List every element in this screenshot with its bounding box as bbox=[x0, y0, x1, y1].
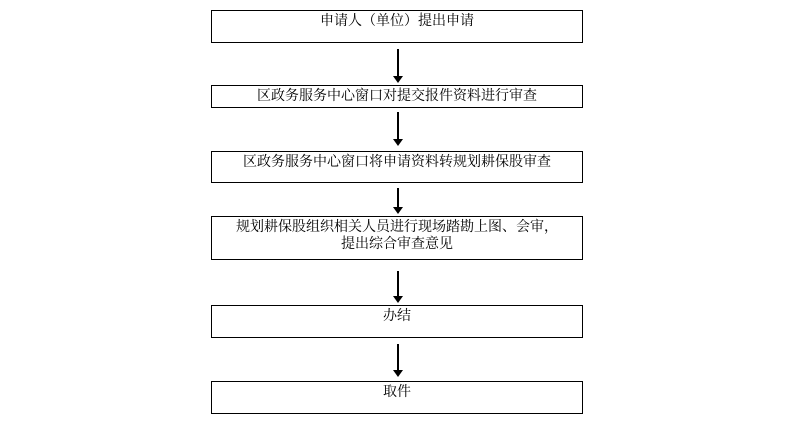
arrow-shaft bbox=[397, 49, 399, 76]
flow-node-applicant-submits bbox=[211, 10, 583, 43]
flow-node-complete bbox=[211, 305, 583, 338]
flow-node-transfer-to-planning-section-label: 区政务服务中心窗口将申请资料转规划耕保股审查 bbox=[243, 154, 551, 170]
arrow-shaft bbox=[397, 112, 399, 139]
flow-node-transfer-to-planning-section bbox=[211, 151, 583, 183]
arrow-shaft bbox=[397, 271, 399, 296]
arrow-down-icon bbox=[393, 207, 403, 214]
flow-arrow-2 bbox=[392, 112, 403, 146]
flow-node-pickup-label: 取件 bbox=[383, 384, 411, 400]
flow-node-complete-label: 办结 bbox=[383, 308, 411, 324]
flow-arrow-3 bbox=[392, 188, 403, 214]
flow-node-site-survey-joint-review-label-line2: 提出综合审查意见 bbox=[341, 236, 453, 252]
arrow-down-icon bbox=[393, 296, 403, 303]
arrow-down-icon bbox=[393, 370, 403, 377]
flow-arrow-4 bbox=[392, 271, 403, 303]
flow-node-site-survey-joint-review-label-line1: 规划耕保股组织相关人员进行现场踏勘上图、会审， bbox=[236, 219, 558, 235]
arrow-shaft bbox=[397, 188, 399, 207]
arrow-shaft bbox=[397, 344, 399, 370]
arrow-down-icon bbox=[393, 139, 403, 146]
flow-node-applicant-submits-label: 申请人（单位）提出申请 bbox=[320, 13, 474, 29]
flow-node-site-survey-joint-review bbox=[211, 216, 583, 260]
arrow-down-icon bbox=[393, 76, 403, 83]
flow-node-pickup bbox=[211, 381, 583, 414]
flow-arrow-5 bbox=[392, 344, 403, 377]
flow-node-window-material-review bbox=[211, 85, 583, 108]
flow-node-window-material-review-label: 区政务服务中心窗口对提交报件资料进行审查 bbox=[257, 88, 537, 104]
flow-arrow-1 bbox=[392, 49, 403, 83]
